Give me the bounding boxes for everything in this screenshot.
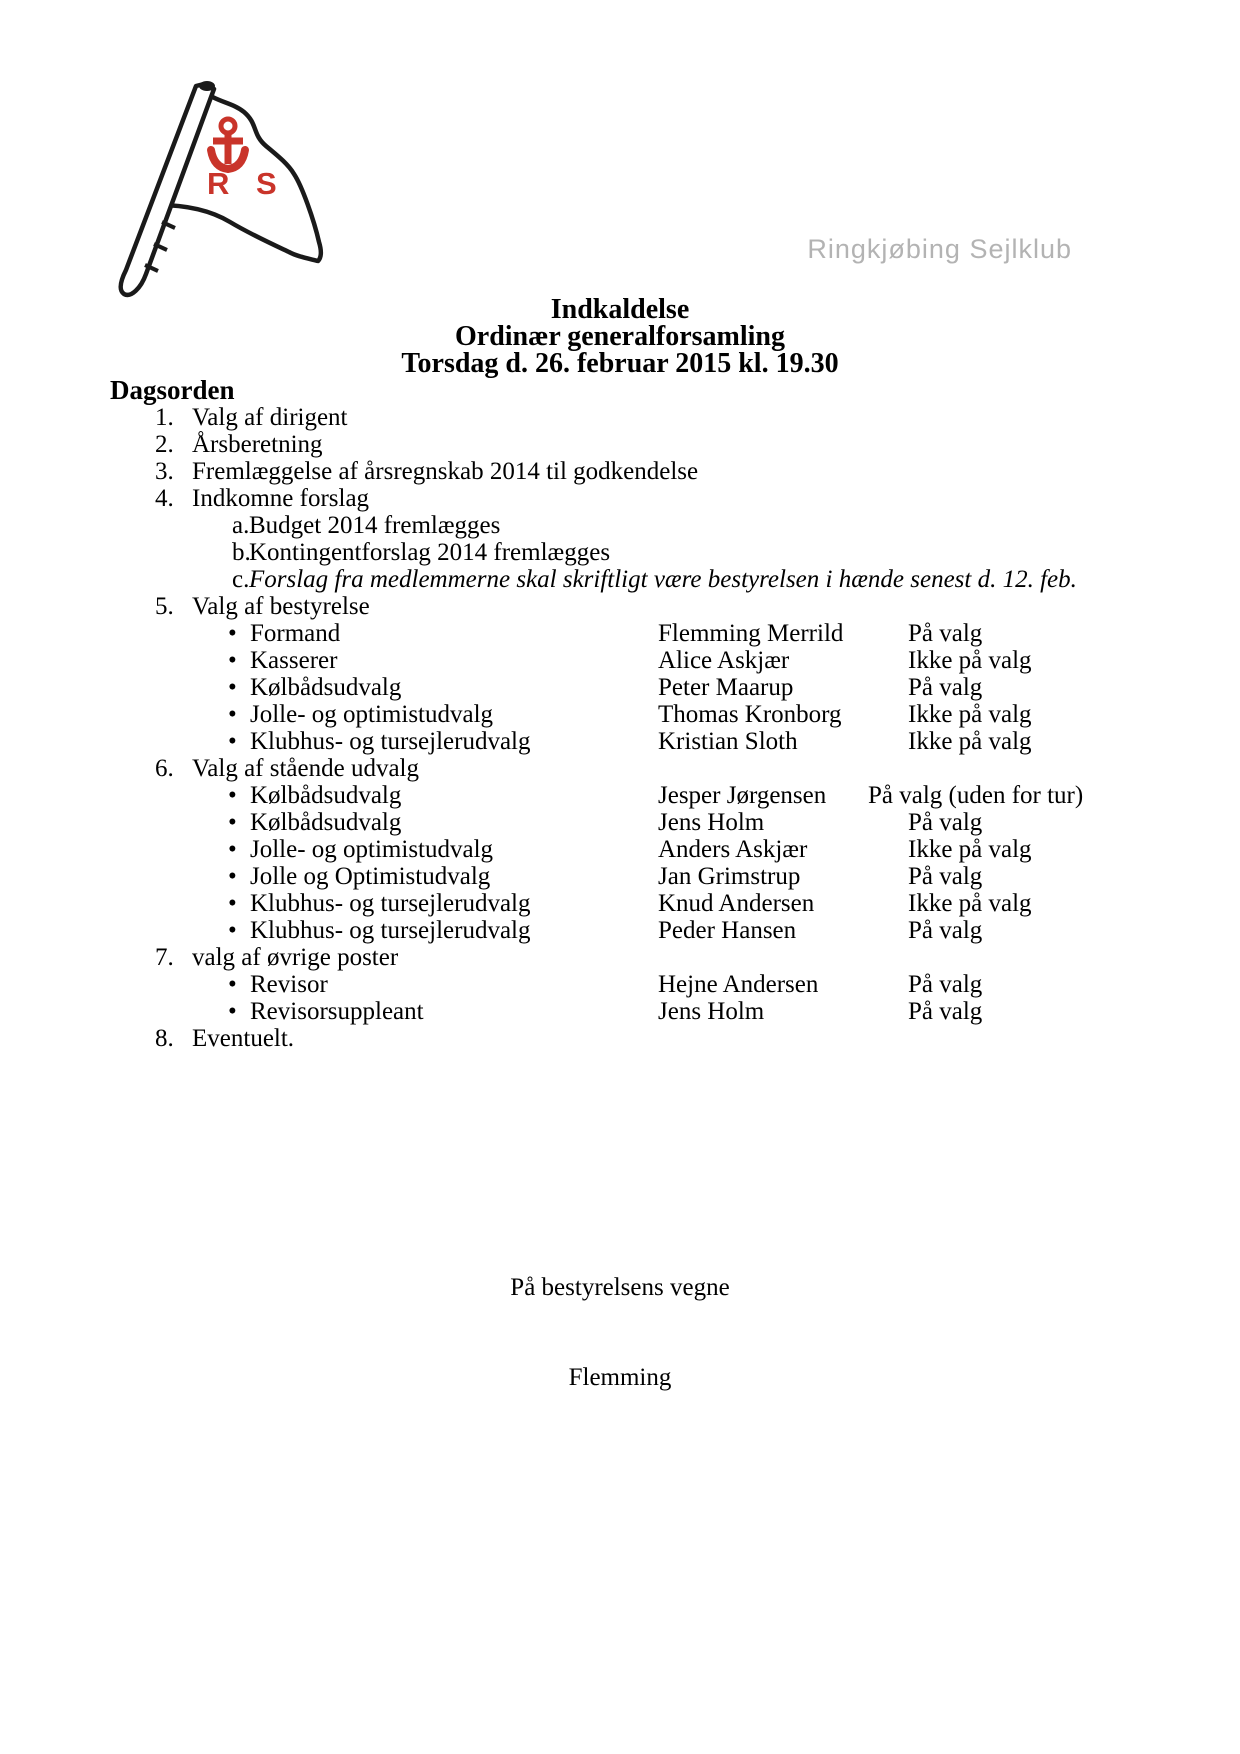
election-status: Ikke på valg xyxy=(908,647,1032,674)
bullet-icon xyxy=(228,998,250,1025)
member-name: Jan Grimstrup xyxy=(658,863,801,890)
election-status: På valg xyxy=(908,917,983,944)
item-number: 8. xyxy=(155,1025,174,1052)
item-number: 6. xyxy=(155,755,174,782)
member-name: Peder Hansen xyxy=(658,917,797,944)
closing-line: På bestyrelsens vegne xyxy=(510,1274,730,1301)
sub-item-c xyxy=(0,566,1240,593)
sub-item-letter: b. xyxy=(232,539,251,566)
bullet-icon xyxy=(228,674,250,701)
agenda-heading: Dagsorden xyxy=(110,375,235,405)
bullet-icon xyxy=(228,647,250,674)
board-row xyxy=(0,728,1240,755)
member-name: Jesper Jørgensen xyxy=(658,782,827,809)
agenda-item-6 xyxy=(0,755,1240,782)
item-number: 7. xyxy=(155,944,174,971)
logo-letters: R S xyxy=(207,166,286,201)
member-name: Kristian Sloth xyxy=(658,728,798,755)
item-text: Valg af stående udvalg xyxy=(192,755,420,782)
election-status: På valg xyxy=(908,971,983,998)
board-row xyxy=(0,809,1240,836)
bullet-icon xyxy=(228,917,250,944)
bullet-icon xyxy=(228,890,250,917)
item-number: 5. xyxy=(155,593,174,620)
election-status: Ikke på valg xyxy=(908,728,1032,755)
item-text: Fremlæggelse af årsregnskab 2014 til godkendelse xyxy=(192,458,699,485)
board-row xyxy=(0,782,1240,809)
sub-item-text: Kontingentforslag 2014 fremlægges xyxy=(249,539,611,566)
member-name: Thomas Kronborg xyxy=(658,701,842,728)
item-text: Valg af bestyrelse xyxy=(192,593,370,620)
member-name: Anders Askjær xyxy=(658,836,808,863)
signature-name: Flemming xyxy=(568,1364,672,1391)
bullet-icon xyxy=(228,863,250,890)
sub-item-text: Forslag fra medlemmerne skal skriftligt være bestyrelsen i hænde senest d. 12. feb. xyxy=(249,566,1077,593)
agenda-item-2 xyxy=(0,431,1240,458)
bullet-icon xyxy=(228,728,250,755)
agenda-item-7 xyxy=(0,944,1240,971)
title-line-3: Torsdag d. 26. februar 2015 kl. 19.30 xyxy=(401,348,839,379)
bullet-icon xyxy=(228,782,250,809)
position-label: Formand xyxy=(250,620,341,647)
sub-item-text: Budget 2014 fremlægges xyxy=(249,512,501,539)
election-status: Ikke på valg xyxy=(908,701,1032,728)
election-status: På valg xyxy=(908,674,983,701)
agenda-item-5 xyxy=(0,593,1240,620)
position-label: Kølbådsudvalg xyxy=(250,809,402,836)
election-status: På valg xyxy=(908,998,983,1025)
title-line-2: Ordinær generalforsamling xyxy=(454,321,785,352)
election-status: På valg xyxy=(908,809,983,836)
position-label: Kølbådsudvalg xyxy=(250,674,402,701)
board-row xyxy=(0,647,1240,674)
sub-item-letter: a. xyxy=(232,512,250,539)
member-name: Knud Andersen xyxy=(658,890,815,917)
position-label: Revisorsuppleant xyxy=(250,998,424,1025)
board-row xyxy=(0,917,1240,944)
board-row xyxy=(0,836,1240,863)
agenda-item-3 xyxy=(0,458,1240,485)
election-status: På valg xyxy=(908,863,983,890)
position-label: Klubhus- og tursejlerudvalg xyxy=(250,728,531,755)
bullet-icon xyxy=(228,836,250,863)
election-status: Ikke på valg xyxy=(908,890,1032,917)
item-text: Årsberetning xyxy=(192,431,323,458)
item-number: 2. xyxy=(155,431,174,458)
pole-finial xyxy=(199,81,215,91)
board-row xyxy=(0,971,1240,998)
position-label: Kølbådsudvalg xyxy=(250,782,402,809)
club-name: Ringkjøbing Sejlklub xyxy=(807,234,1072,264)
election-status: Ikke på valg xyxy=(908,836,1032,863)
board-row xyxy=(0,701,1240,728)
document-content xyxy=(0,296,1240,1391)
position-label: Kasserer xyxy=(250,647,338,674)
position-label: Jolle- og optimistudvalg xyxy=(250,701,494,728)
member-name: Peter Maarup xyxy=(658,674,794,701)
board-row xyxy=(0,863,1240,890)
member-name: Alice Askjær xyxy=(658,647,790,674)
board-row xyxy=(0,998,1240,1025)
club-pennant-logo xyxy=(100,62,340,307)
item-text: Valg af dirigent xyxy=(192,404,348,431)
agenda-item-4 xyxy=(0,485,1240,512)
position-label: Jolle og Optimistudvalg xyxy=(250,863,491,890)
position-label: Jolle- og optimistudvalg xyxy=(250,836,494,863)
member-name: Hejne Andersen xyxy=(658,971,819,998)
election-status: På valg (uden for tur) xyxy=(868,782,1084,809)
bullet-icon xyxy=(228,620,250,647)
agenda-item-8 xyxy=(0,1025,1240,1052)
item-text: Eventuelt. xyxy=(192,1025,295,1052)
board-row xyxy=(0,674,1240,701)
item-number: 4. xyxy=(155,485,174,512)
item-text: Indkomne forslag xyxy=(192,485,370,512)
member-name: Flemming Merrild xyxy=(658,620,844,647)
position-label: Klubhus- og tursejlerudvalg xyxy=(250,917,531,944)
item-number: 3. xyxy=(155,458,174,485)
agenda-item-1 xyxy=(0,404,1240,431)
bullet-icon xyxy=(228,701,250,728)
board-row xyxy=(0,620,1240,647)
position-label: Klubhus- og tursejlerudvalg xyxy=(250,890,531,917)
election-status: På valg xyxy=(908,620,983,647)
item-number: 1. xyxy=(155,404,174,431)
sub-item-a xyxy=(0,512,1240,539)
bullet-icon xyxy=(228,809,250,836)
bullet-icon xyxy=(228,971,250,998)
sub-item-b xyxy=(0,539,1240,566)
member-name: Jens Holm xyxy=(658,809,765,836)
board-row xyxy=(0,890,1240,917)
item-text: valg af øvrige poster xyxy=(192,944,399,971)
title-line-1: Indkaldelse xyxy=(550,294,690,325)
member-name: Jens Holm xyxy=(658,998,765,1025)
position-label: Revisor xyxy=(250,971,328,998)
sub-item-letter: c. xyxy=(232,566,250,593)
